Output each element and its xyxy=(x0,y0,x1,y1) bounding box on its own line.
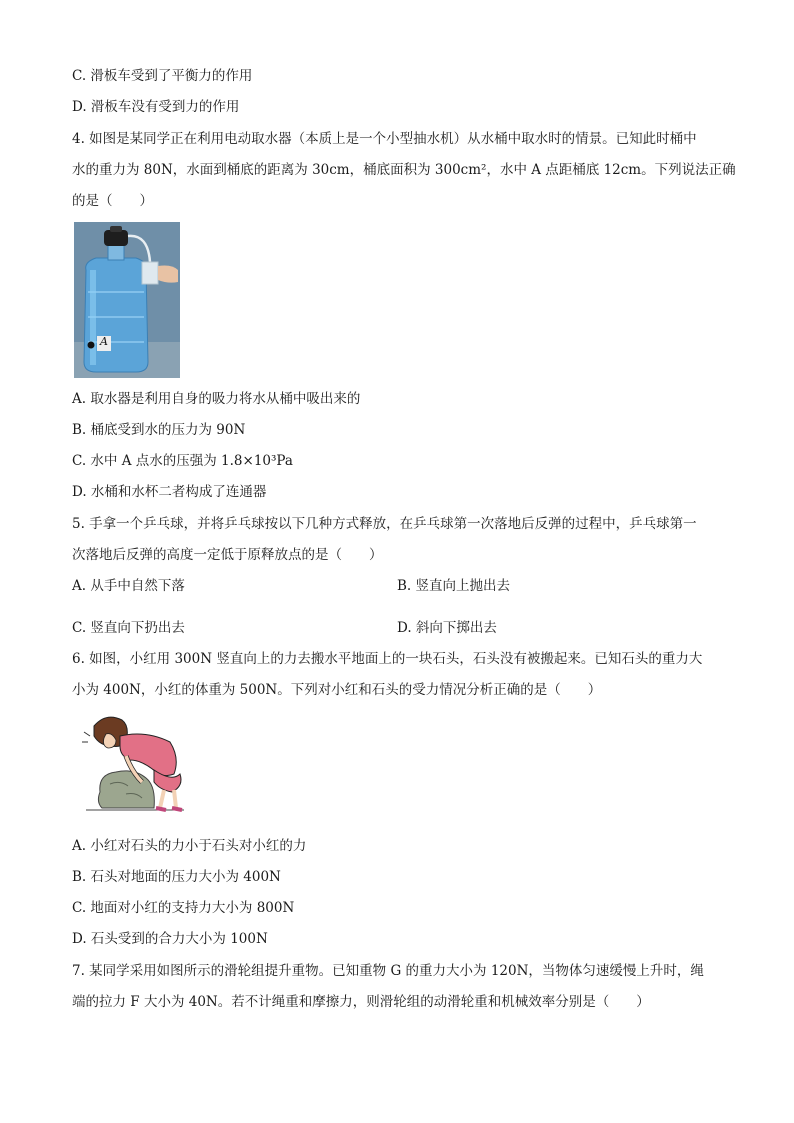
q5-option-a: A. 从手中自然下落 xyxy=(72,578,185,594)
q4-option-b: B. 桶底受到水的压力为 90N xyxy=(72,422,246,438)
q6-option-b: B. 石头对地面的压力大小为 400N xyxy=(72,869,281,885)
q5-option-c: C. 竖直向下扔出去 xyxy=(72,620,185,636)
girl-lifting-rock-figure xyxy=(76,712,194,822)
q5-stem-line2: 次落地后反弹的高度一定低于原释放点的是（ ） xyxy=(72,547,383,563)
q5-option-b: B. 竖直向上抛出去 xyxy=(397,578,511,594)
q7-stem-line1: 7. 某同学采用如图所示的滑轮组提升重物。已知重物 G 的重力大小为 120N，当物体匀速缓慢上升时，绳 xyxy=(72,963,704,979)
water-bucket-figure xyxy=(74,222,180,378)
point-a-label: A xyxy=(100,335,108,348)
q5-option-d: D. 斜向下掷出去 xyxy=(397,620,497,636)
q6-stem-line2: 小为 400N，小红的体重为 500N。下列对小红和石头的受力情况分析正确的是（ ） xyxy=(72,682,602,698)
q5-stem-line1: 5. 手拿一个乒乓球，并将乒乓球按以下几种方式释放，在乒乓球第一次落地后反弹的过程中，乒乓球第一 xyxy=(72,516,697,532)
q6-stem-line1: 6. 如图，小红用 300N 竖直向上的力去搬水平地面上的一块石头，石头没有被搬起来。已知石头的重力大 xyxy=(72,651,703,667)
q4-stem-line2: 水的重力为 80N，水面到桶底的距离为 30cm，桶底面积为 300cm²，水中 A 点距桶底 12cm。下列说法正确 xyxy=(72,162,736,178)
q3-option-d: D. 滑板车没有受到力的作用 xyxy=(72,99,240,115)
q3-option-c: C. 滑板车受到了平衡力的作用 xyxy=(72,68,253,84)
q6-option-c: C. 地面对小红的支持力大小为 800N xyxy=(72,900,295,916)
q4-stem-line1: 4. 如图是某同学正在利用电动取水器（本质上是一个小型抽水机）从水桶中取水时的情景。已知此时桶中 xyxy=(72,131,697,147)
q6-option-a: A. 小红对石头的力小于石头对小红的力 xyxy=(72,838,307,854)
q4-option-a: A. 取水器是利用自身的吸力将水从桶中吸出来的 xyxy=(72,391,361,407)
q4-stem-line3: 的是（ ） xyxy=(72,193,153,209)
q4-option-d: D. 水桶和水杯二者构成了连通器 xyxy=(72,484,267,500)
q4-option-c: C. 水中 A 点水的压强为 1.8×10³Pa xyxy=(72,453,293,469)
q7-stem-line2: 端的拉力 F 大小为 40N。若不计绳重和摩擦力，则滑轮组的动滑轮重和机械效率分别是（ ） xyxy=(72,994,650,1010)
q6-option-d: D. 石头受到的合力大小为 100N xyxy=(72,931,268,947)
